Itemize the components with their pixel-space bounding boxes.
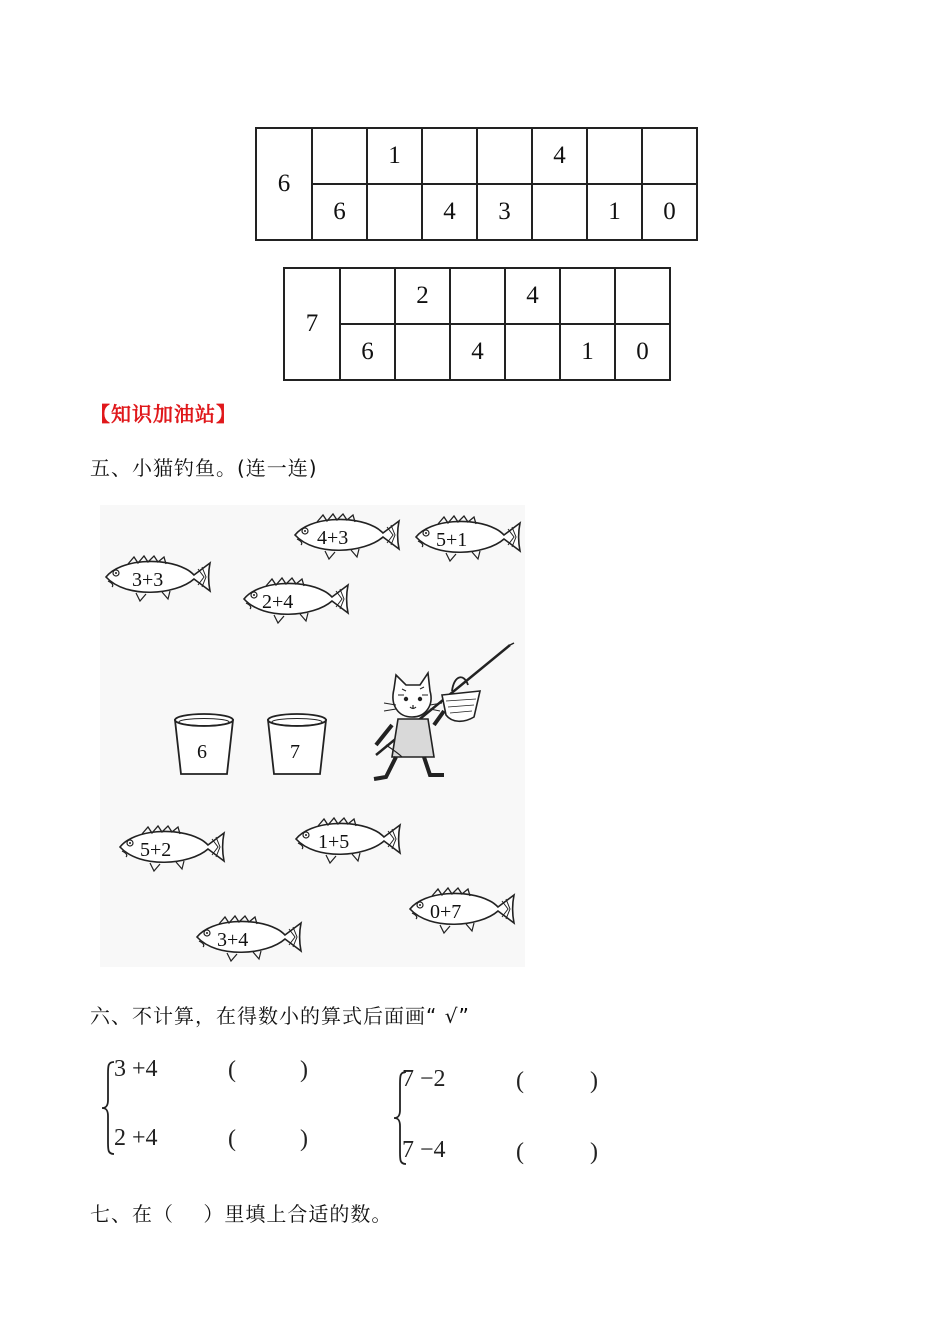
table-cell[interactable]: 1: [587, 184, 642, 240]
question-5-title: 五、小猫钓鱼。(连一连): [90, 456, 318, 480]
question-6-title: 六、不计算，在得数小的算式后面画“ √”: [90, 1004, 470, 1028]
answer-paren-open[interactable]: (: [228, 1126, 236, 1152]
table-cell[interactable]: 6: [312, 184, 367, 240]
answer-paren-close[interactable]: ): [300, 1126, 308, 1152]
table-cell[interactable]: [422, 128, 477, 184]
table-cell[interactable]: [340, 268, 395, 324]
answer-paren-close[interactable]: ): [300, 1057, 308, 1083]
expression-7-minus-2: 7 −2: [402, 1066, 446, 1092]
fish-label: 4+3: [317, 527, 349, 549]
fish-top-1[interactable]: [295, 514, 399, 559]
table-cell[interactable]: 3: [477, 184, 532, 240]
cat-fishing-picture: [100, 505, 525, 967]
table-cell[interactable]: 4: [505, 268, 560, 324]
table-cell[interactable]: [395, 324, 450, 380]
table-cell[interactable]: [312, 128, 367, 184]
table-cell[interactable]: 4: [450, 324, 505, 380]
bucket-label: 6: [197, 741, 207, 763]
fish-label: 5+1: [436, 529, 468, 551]
table-cell[interactable]: 0: [615, 324, 670, 380]
fish-bottom-2[interactable]: [296, 818, 400, 863]
fish-top-2[interactable]: [416, 516, 520, 561]
fish-label: 5+2: [140, 839, 172, 861]
table-cell[interactable]: 0: [642, 184, 697, 240]
fish-label: 1+5: [318, 831, 350, 853]
table-cell[interactable]: [560, 268, 615, 324]
question-7-title: 七、在（ ）里填上合适的数。: [90, 1202, 393, 1226]
table-cell[interactable]: [477, 128, 532, 184]
bucket-6[interactable]: [175, 714, 233, 774]
section-tag: 【知识加油站】: [90, 402, 237, 426]
fish-label: 3+3: [132, 569, 164, 591]
table-header-cell: 7: [284, 268, 340, 380]
table-cell[interactable]: 1: [367, 128, 422, 184]
bucket-label: 7: [290, 741, 300, 763]
answer-paren-open[interactable]: (: [516, 1068, 524, 1094]
fish-top-3[interactable]: [106, 556, 210, 601]
answer-paren-open[interactable]: (: [228, 1057, 236, 1083]
answer-paren-open[interactable]: (: [516, 1139, 524, 1165]
table-cell[interactable]: 2: [395, 268, 450, 324]
table-cell[interactable]: [367, 184, 422, 240]
answer-paren-close[interactable]: ): [590, 1139, 598, 1165]
table-cell[interactable]: 6: [340, 324, 395, 380]
fish-label: 0+7: [430, 901, 462, 923]
bucket-7[interactable]: [268, 714, 326, 774]
answer-paren-close[interactable]: ): [590, 1068, 598, 1094]
fish-bottom-1[interactable]: [120, 826, 224, 871]
expression-3-plus-4: 3 +4: [114, 1056, 158, 1082]
fish-top-4[interactable]: [244, 578, 348, 623]
fish-label: 2+4: [262, 591, 294, 613]
number-split-table-6: [255, 127, 698, 241]
table-cell[interactable]: [450, 268, 505, 324]
table-cell[interactable]: [532, 184, 587, 240]
expression-2-plus-4: 2 +4: [114, 1125, 158, 1151]
table-header-cell: 6: [256, 128, 312, 240]
table-cell[interactable]: [505, 324, 560, 380]
fish-bottom-3[interactable]: [410, 888, 514, 933]
number-split-table-7: [283, 267, 671, 381]
table-cell[interactable]: [642, 128, 697, 184]
table-cell[interactable]: [615, 268, 670, 324]
table-cell[interactable]: 1: [560, 324, 615, 380]
expression-7-minus-4: 7 −4: [402, 1137, 446, 1163]
table-cell[interactable]: 4: [532, 128, 587, 184]
table-cell[interactable]: [587, 128, 642, 184]
fish-bottom-4[interactable]: [197, 916, 301, 961]
table-cell[interactable]: 4: [422, 184, 477, 240]
fish-label: 3+4: [217, 929, 249, 951]
cat-illustration: [374, 643, 514, 779]
